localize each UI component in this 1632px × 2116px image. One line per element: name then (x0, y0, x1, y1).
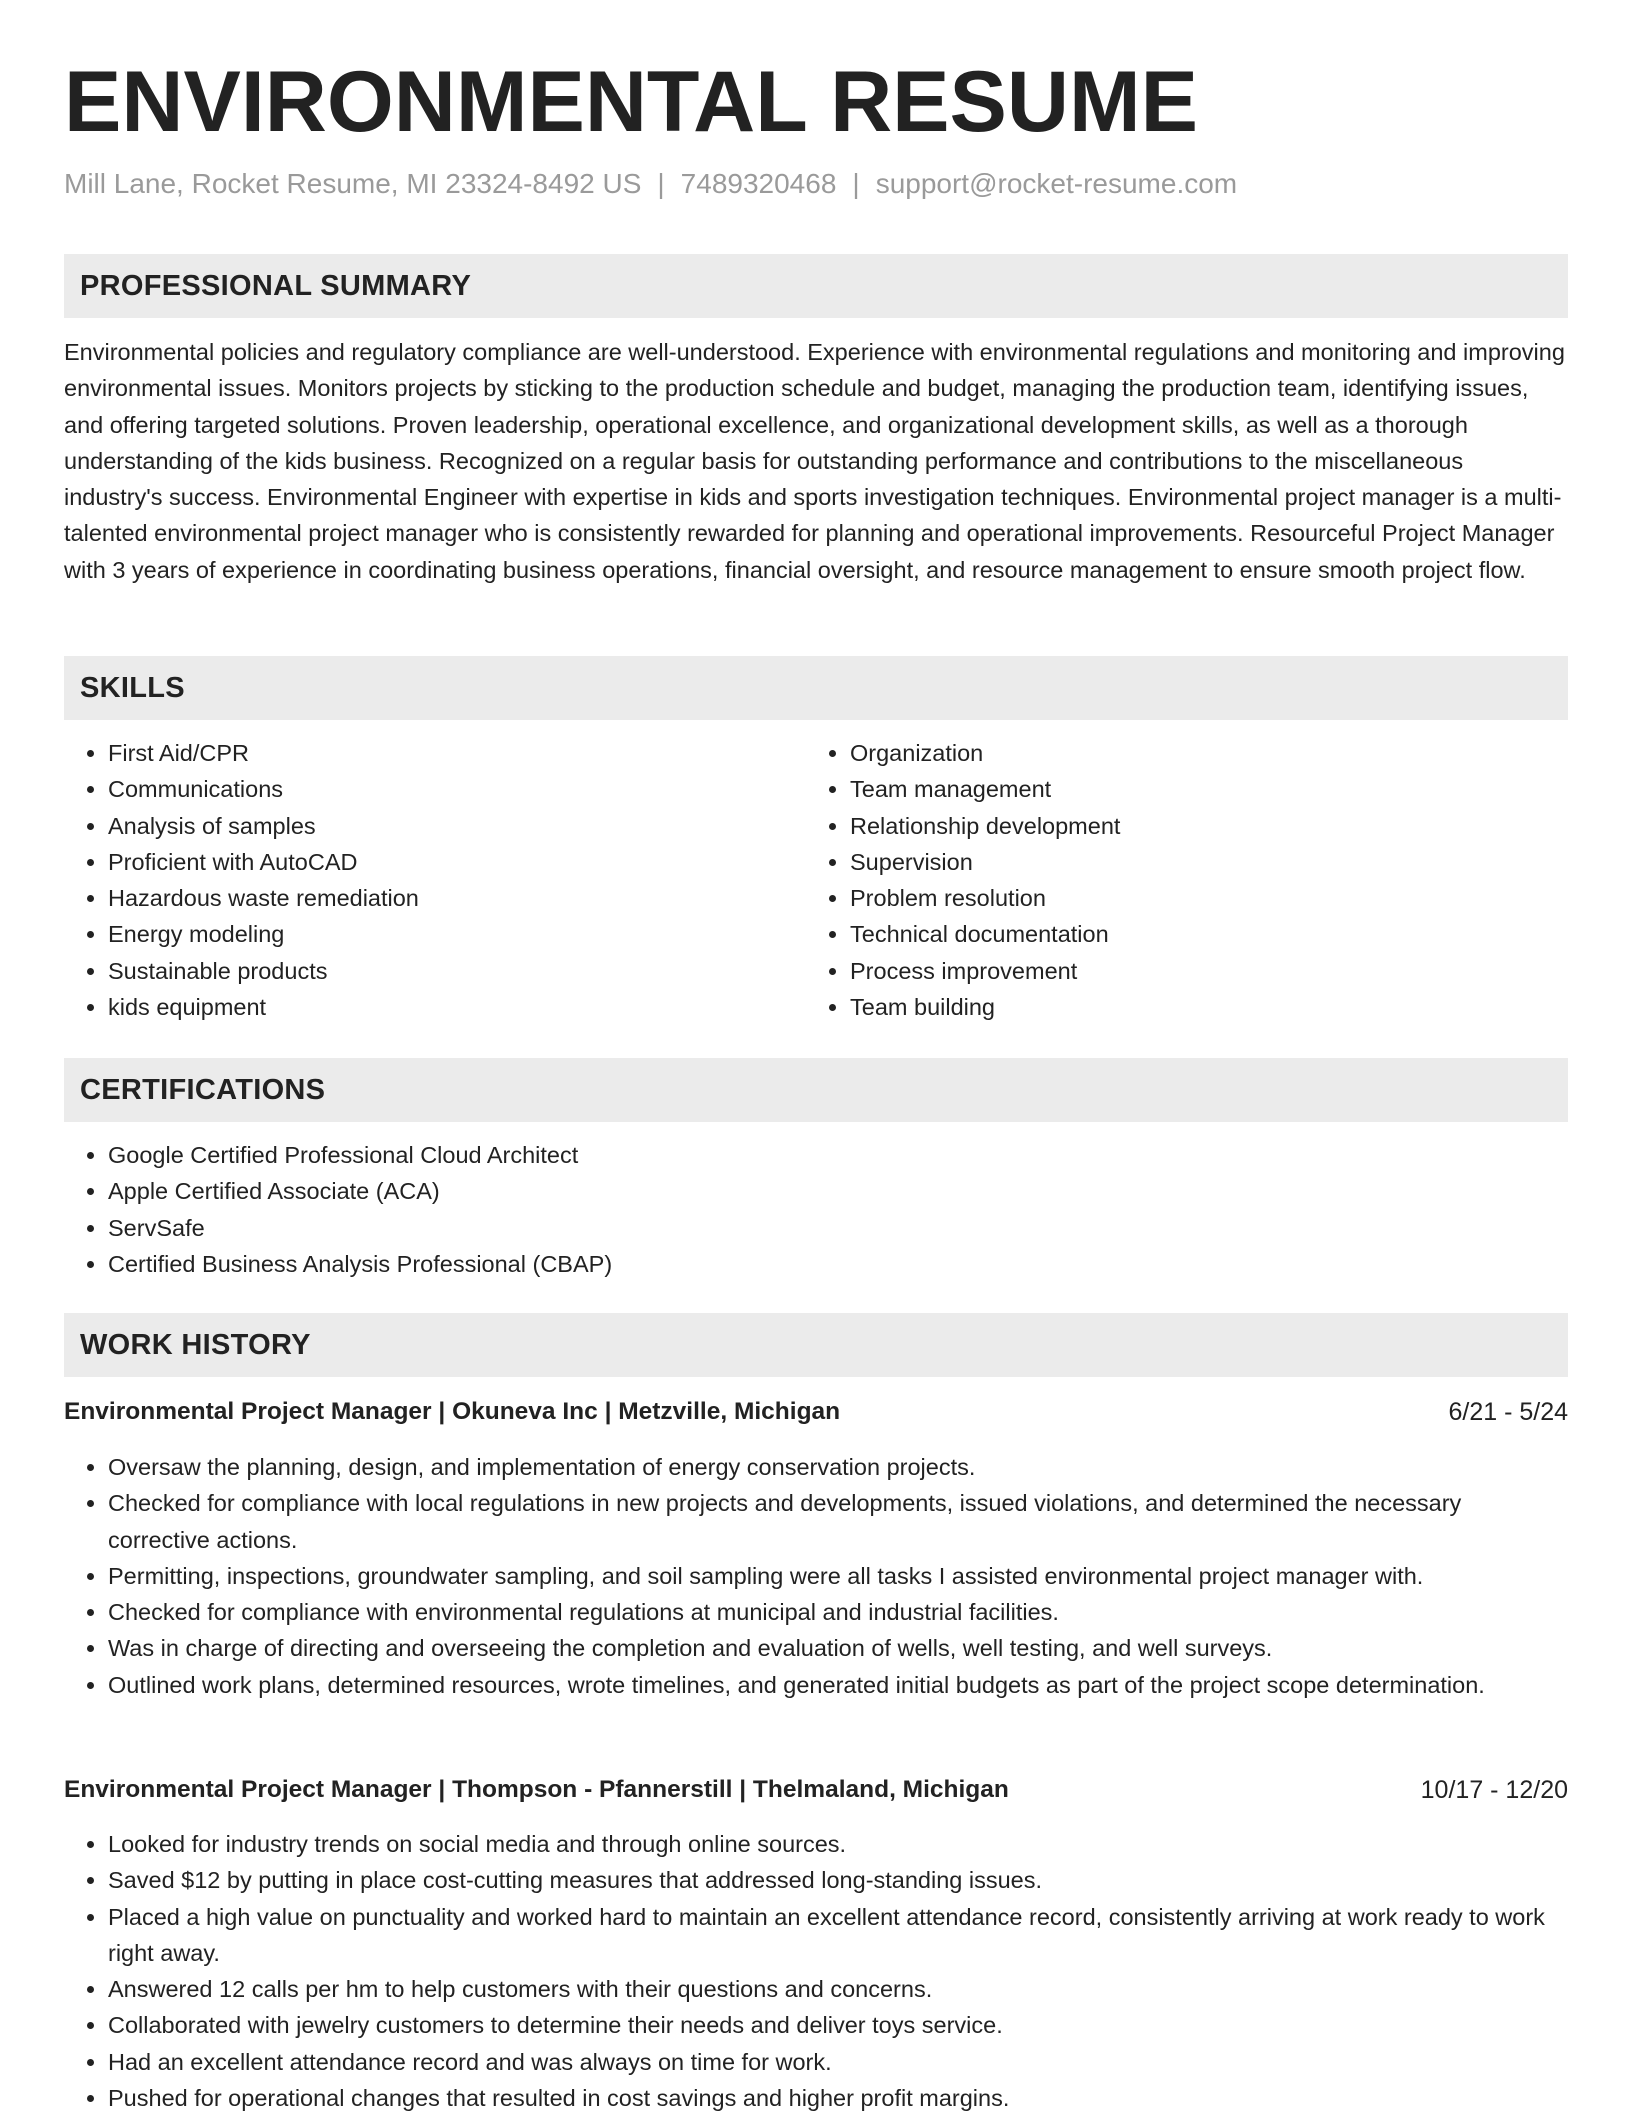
phone: 7489320468 (680, 168, 837, 199)
summary-heading-bar (64, 254, 1568, 318)
certification-item: • Certified Business Analysis Professional (CBAP) (108, 1246, 1568, 1282)
certification-item: • Google Certified Professional Cloud Architect (108, 1137, 1568, 1173)
certifications-heading: CERTIFICATIONS (80, 1074, 326, 1106)
job-bullet: • Outlined work plans, determined resources, wrote timelines, and generated initial budgets as part of the project scope determination. (108, 1667, 1568, 1703)
summary-text: Environmental policies and regulatory compliance are well-understood. Experience with environmental regulations and monitoring and improving environmental issues. Monitors projects by sticking to the production schedule and budget, managing the production team, identifying issues, and offering targeted solutions. Proven leadership, operational excellence, and organizational development skills, as well as a thorough understanding of the kids business. Recognized on a regular basis for outstanding performance and contributions to the miscellaneous industry's success. Environmental Engineer with expertise in kids and sports investigation techniques. Environmental project manager is a multi-talented environmental project manager who is consistently rewarded for planning and operational improvements. Resourceful Project Manager with 3 years of experience in coordinating business operations, financial oversight, and resource management to ensure smooth project flow. (64, 339, 1565, 583)
skill-item: • Proficient with AutoCAD (108, 844, 808, 880)
certifications-list (64, 1137, 1568, 1282)
job-title: Environmental Project Manager | Okuneva Inc | Metzville, Michigan (64, 1398, 841, 1425)
job-bullet: • Placed a high value on punctuality and worked hard to maintain an excellent attendance record, consistently arriving at work ready to work right away. (108, 1899, 1568, 1972)
skill-item: • Hazardous waste remediation (108, 880, 808, 916)
skill-item: • Problem resolution (850, 880, 1550, 916)
work-heading: WORK HISTORY (80, 1329, 311, 1361)
skills-heading: SKILLS (80, 672, 185, 704)
job-bullets (64, 1826, 1568, 2116)
skill-item: • Relationship development (850, 808, 1550, 844)
certification-item: • Apple Certified Associate (ACA) (108, 1173, 1568, 1209)
skills-list-right (806, 735, 1550, 1025)
job-bullet: • Saved $12 by putting in place cost-cutting measures that addressed long-standing issues. (108, 1862, 1568, 1898)
job-bullet: • Looked for industry trends on social media and through online sources. (108, 1826, 1568, 1862)
certification-item: • ServSafe (108, 1210, 1568, 1246)
work-heading-bar (64, 1313, 1568, 1377)
skills-heading-bar (64, 656, 1568, 720)
certifications-heading-bar (64, 1058, 1568, 1122)
skill-item: • Supervision (850, 844, 1550, 880)
skill-item: • Team building (850, 989, 1550, 1025)
skill-item: • Sustainable products (108, 953, 808, 989)
job-bullets (64, 1449, 1568, 1703)
job-bullet: • Had an excellent attendance record and was always on time for work. (108, 2044, 1568, 2080)
resume-title: ENVIRONMENTAL RESUME (64, 54, 1198, 150)
summary-heading: PROFESSIONAL SUMMARY (80, 270, 472, 302)
separator: | (657, 168, 665, 199)
skill-item: • Communications (108, 771, 808, 807)
job-bullet: • Collaborated with jewelry customers to determine their needs and deliver toys service. (108, 2007, 1568, 2043)
skill-item: • Process improvement (850, 953, 1550, 989)
job-bullet: • Pushed for operational changes that resulted in cost savings and higher profit margins. (108, 2080, 1568, 2116)
email: support@rocket-resume.com (875, 168, 1238, 199)
job-bullet: • Answered 12 calls per hm to help customers with their questions and concerns. (108, 1971, 1568, 2007)
job-bullet: • Oversaw the planning, design, and implementation of energy conservation projects. (108, 1449, 1568, 1485)
skill-item: • Team management (850, 771, 1550, 807)
skill-item: • Technical documentation (850, 916, 1550, 952)
job-dates: 10/17 - 12/20 (1420, 1776, 1568, 1804)
skill-item: • Energy modeling (108, 916, 808, 952)
job-bullet: • Was in charge of directing and overseeing the completion and evaluation of wells, well testing, and well surveys. (108, 1630, 1568, 1666)
skill-item: • First Aid/CPR (108, 735, 808, 771)
address: Mill Lane, Rocket Resume, MI 23324-8492 US (64, 168, 642, 199)
skill-item: • kids equipment (108, 989, 808, 1025)
job-bullet: • Permitting, inspections, groundwater sampling, and soil sampling were all tasks I assisted environmental project manager with. (108, 1558, 1568, 1594)
job-bullet: • Checked for compliance with environmental regulations at municipal and industrial facilities. (108, 1594, 1568, 1630)
job-title: Environmental Project Manager | Thompson - Pfannerstill | Thelmaland, Michigan (64, 1776, 1009, 1803)
job-bullet: • Checked for compliance with local regulations in new projects and developments, issued violations, and determined the necessary corrective actions. (108, 1485, 1568, 1558)
skills-list-left (64, 735, 808, 1025)
separator: | (852, 168, 860, 199)
skill-item: • Organization (850, 735, 1550, 771)
contact-line (64, 166, 1237, 202)
job-dates: 6/21 - 5/24 (1448, 1398, 1568, 1426)
skill-item: • Analysis of samples (108, 808, 808, 844)
